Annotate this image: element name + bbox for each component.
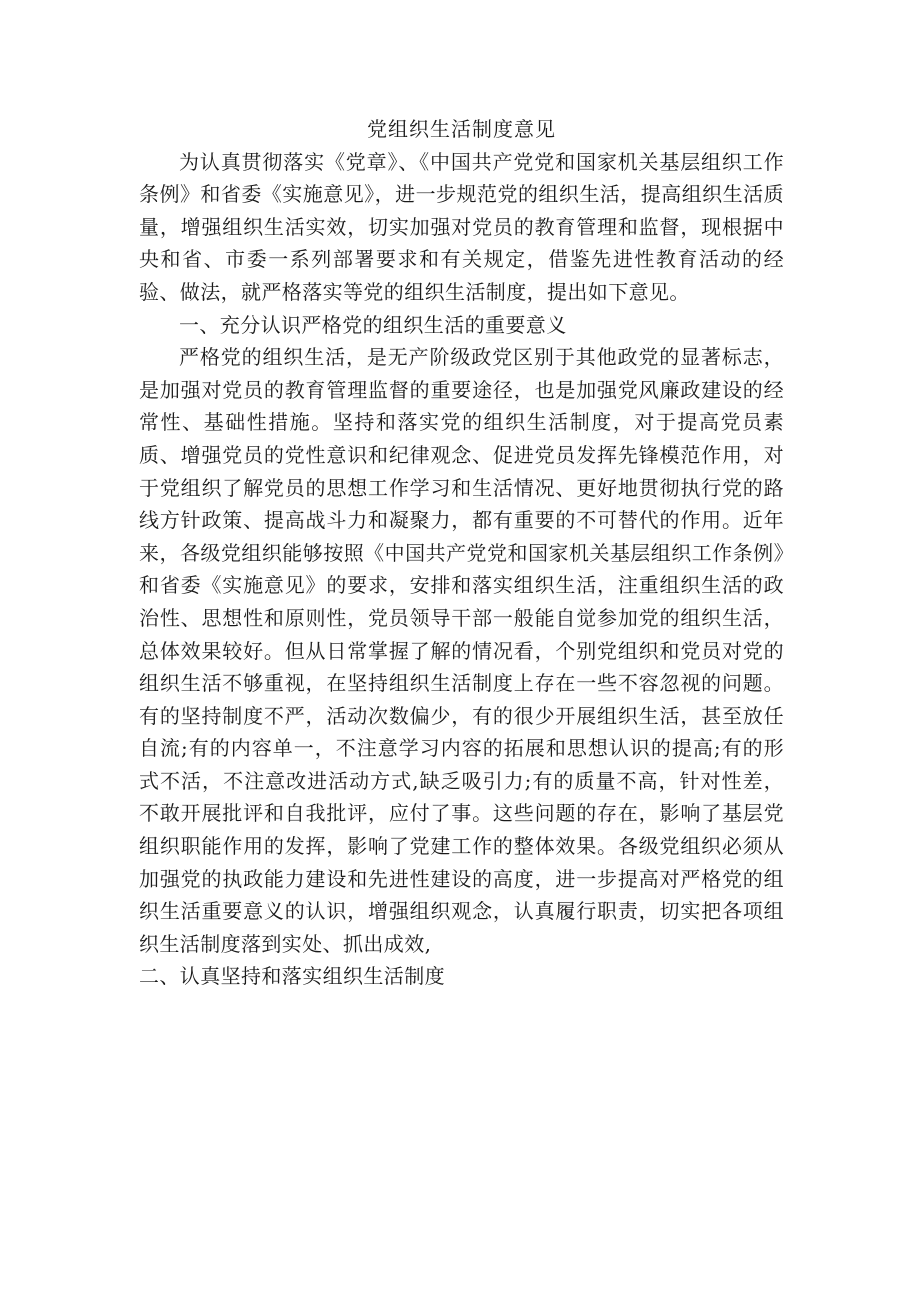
body-paragraph: 严格党的组织生活，是无产阶级政党区别于其他政党的显著标志，是加强对党员的教育管理监督的重要途径，也是加强党风廉政建设的经常性、基础性措施。坚持和落实党的组织生活制度，对于提高党员素质、增强党员的党性意识和纪律观念、促进党员发挥先锋模范作用，对于党组织了解党员的思想工作学习和生活情况、更好地贯彻执行党的路线方针政策、提高战斗力和凝聚力，都有重要的不可替代的作用。近年来，各级党组织能够按照《中国共产党党和国家机关基层组织工作条例》和省委《实施意见》的要求，安排和落实组织生活，注重组织生活的政治性、思想性和原则性，党员领导干部一般能自觉参加党的组织生活，总体效果较好。但从日常掌握了解的情况看，个别党组织和党员对党的组织生活不够重视，在坚持组织生活制度上存在一些不容忽视的问题。有的坚持制度不严，活动次数偏少，有的很少开展组织生活，甚至放任自流;有的内容单一，不注意学习内容的拓展和思想认识的提高;有的形式不活，不注意改进活动方式,缺乏吸引力;有的质量不高，针对性差，不敢开展批评和自我批评，应付了事。这些问题的存在，影响了基层党组织职能作用的发挥，影响了党建工作的整体效果。各级党组织必须从加强党的执政能力建设和先进性建设的高度，进一步提高对严格党的组织生活重要意义的认识，增强组织观念，认真履行职责，切实把各项组织生活制度落到实处、抓出成效, (139, 345, 784, 956)
document-title: 党组织生活制度意见 (367, 117, 556, 141)
document-page (139, 113, 784, 993)
section-heading-2: 二、认真坚持和落实组织生活制度 (139, 964, 445, 989)
section-heading-1: 一、充分认识严格党的组织生活的重要意义 (179, 312, 567, 337)
intro-paragraph: 为认真贯彻落实《党章》、《中国共产党党和国家机关基层组织工作条例》和省委《实施意见》，进一步规范党的组织生活，提高组织生活质量，增强组织生活实效，切实加强对党员的教育管理和监督，现根据中央和省、市委一系列部署要求和有关规定，借鉴先进性教育活动的经验、做法，就严格落实等党的组织生活制度，提出如下意见。 (139, 149, 784, 304)
